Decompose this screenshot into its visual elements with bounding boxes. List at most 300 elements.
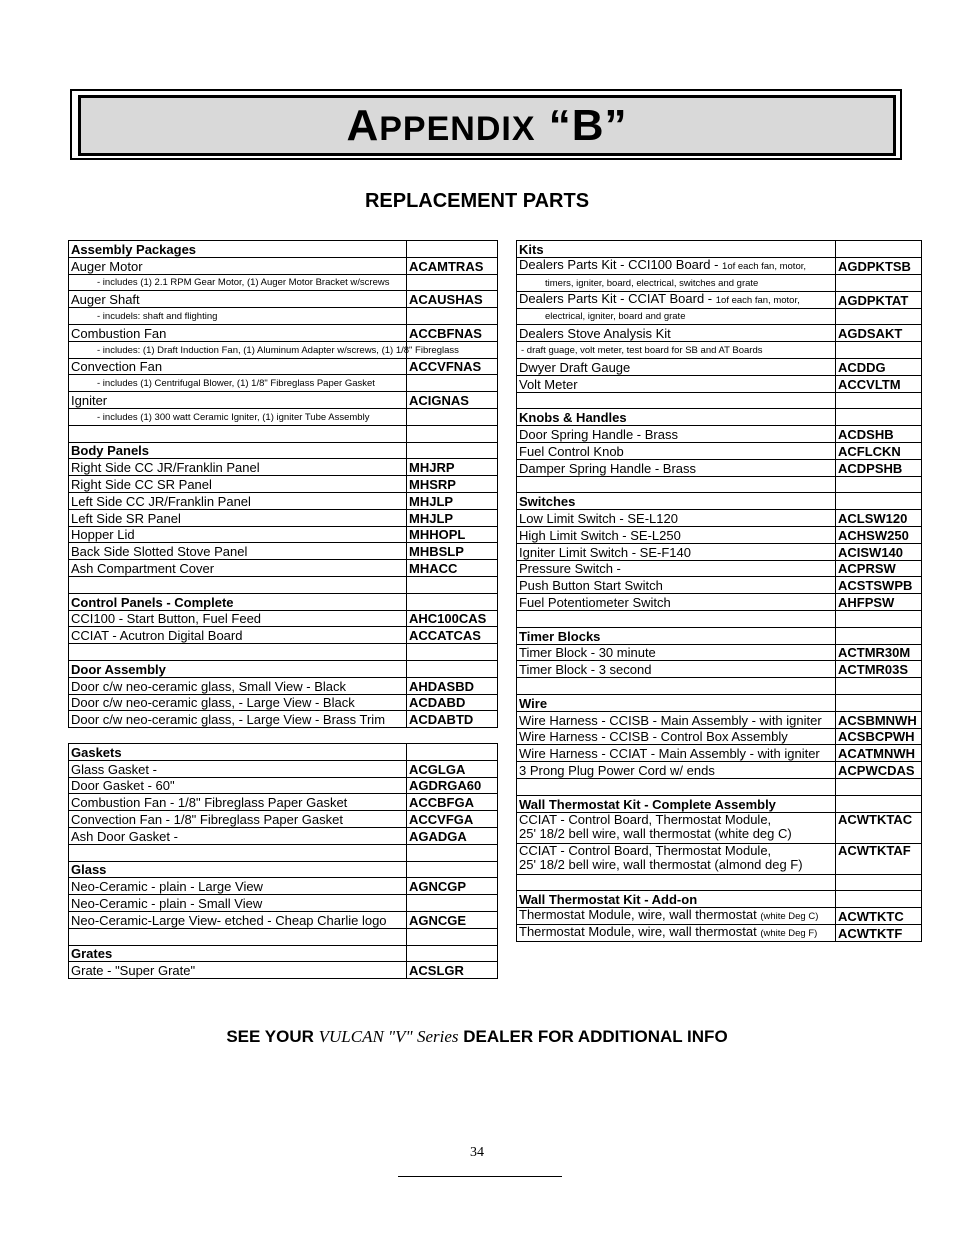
- part-code: [407, 375, 498, 392]
- part-code: [407, 442, 498, 459]
- page-number-rule: [398, 1176, 562, 1177]
- part-code: [836, 392, 922, 409]
- part-description-text: Left Side CC JR/Franklin Panel: [71, 493, 251, 509]
- spacer-row: [517, 678, 922, 695]
- part-code: MHSRP: [407, 476, 498, 493]
- part-description-text: Hopper Lid: [71, 527, 135, 543]
- table-row: [69, 291, 498, 308]
- part-description: [517, 661, 836, 678]
- part-description-text: Fuel Control Knob: [519, 443, 624, 459]
- title-frame: [78, 95, 896, 156]
- part-code: ACWTKTF: [836, 925, 922, 942]
- part-description: [517, 678, 836, 695]
- part-description-text: Low Limit Switch - SE-L120: [519, 510, 678, 526]
- part-code: ACWTKTAF: [836, 843, 922, 874]
- part-description: [69, 962, 407, 979]
- part-code: AHC100CAS: [407, 610, 498, 627]
- section-header-row: [517, 409, 922, 426]
- part-description-text: Wire Harness - CCISB - Control Box Assembly: [519, 729, 788, 745]
- part-description-text: Pressure Switch -: [519, 561, 621, 577]
- part-description-text: Door c/w neo-ceramic glass, - Large View - Brass Trim: [71, 712, 386, 728]
- part-description: [517, 257, 836, 274]
- table-row: [69, 324, 498, 341]
- spacer-row: [517, 610, 922, 627]
- table-row: [517, 358, 922, 375]
- table-row: [517, 812, 922, 843]
- part-description: [69, 911, 407, 928]
- part-description-text: Knobs & Handles: [519, 410, 627, 426]
- table-row: [69, 911, 498, 928]
- table-row: [69, 878, 498, 895]
- part-description: [517, 325, 836, 342]
- part-code: ACIGNAS: [407, 392, 498, 409]
- part-description: [69, 660, 407, 677]
- part-description-text: Dealers Parts Kit - CCI100 Board -: [519, 256, 723, 272]
- part-description: [517, 392, 836, 409]
- table-row: [517, 594, 922, 611]
- part-code: [836, 409, 922, 426]
- part-code: [407, 425, 498, 442]
- part-code: [407, 593, 498, 610]
- part-code: ACSTSWPB: [836, 577, 922, 594]
- part-description: [69, 711, 407, 728]
- part-description-text: Right Side CC SR Panel: [71, 476, 212, 492]
- part-code: ACTMR03S: [836, 661, 922, 678]
- section-header-row: [517, 627, 922, 644]
- table-row: [69, 560, 498, 577]
- part-code: ACDPSHB: [836, 459, 922, 476]
- part-description-text: Neo-Ceramic-Large View- etched - Cheap Charlie logo: [71, 912, 387, 928]
- table-row: [69, 459, 498, 476]
- table-row: [517, 711, 922, 728]
- part-code: [407, 844, 498, 861]
- section-header-row: [69, 945, 498, 962]
- part-description: [517, 510, 836, 527]
- part-description-text: - draft guage, volt meter, test board for SB and AT Boards: [521, 344, 763, 356]
- part-description: [69, 777, 407, 794]
- part-description: [517, 358, 836, 375]
- part-code: AGDRGA60: [407, 777, 498, 794]
- part-description-text: Control Panels - Complete: [71, 594, 234, 610]
- part-description: [69, 861, 407, 878]
- part-description: [517, 874, 836, 891]
- part-description-text: Gaskets: [71, 744, 122, 760]
- table-row: [69, 392, 498, 409]
- part-description: [69, 308, 407, 325]
- table-row: [69, 895, 498, 912]
- part-code: [836, 493, 922, 510]
- part-description-text: Door c/w neo-ceramic glass, Small View - Black: [71, 678, 347, 694]
- section-header-row: [69, 593, 498, 610]
- table-row: [517, 274, 922, 291]
- part-code: ACTMR30M: [836, 644, 922, 661]
- part-description: [517, 762, 836, 779]
- part-description-text: Body Panels: [71, 443, 150, 459]
- part-description-text: Neo-Ceramic - plain - Large View: [71, 879, 263, 895]
- part-code: ACWTKTAC: [836, 812, 922, 843]
- table-row: [517, 661, 922, 678]
- part-description: [69, 576, 407, 593]
- table-row: [69, 627, 498, 644]
- part-code: MHBSLP: [407, 543, 498, 560]
- part-description: [517, 526, 836, 543]
- table-row: [69, 777, 498, 794]
- part-code: ACDDG: [836, 358, 922, 375]
- part-code: ACCBFGA: [407, 794, 498, 811]
- part-description: [517, 627, 836, 644]
- part-code: [407, 241, 498, 258]
- part-code: ACFLCKN: [836, 442, 922, 459]
- parts-table-right: [516, 240, 922, 942]
- part-description-text: Wire: [519, 695, 548, 711]
- spacer-row: [517, 392, 922, 409]
- part-description-small: 1of each fan, motor,: [715, 294, 800, 306]
- part-description: [517, 728, 836, 745]
- part-description-text: Back Side Slotted Stove Panel: [71, 544, 248, 560]
- part-code: MHJRP: [407, 459, 498, 476]
- part-description-text: Push Button Start Switch: [519, 578, 663, 594]
- part-description-text: Fuel Potentiometer Switch: [519, 594, 671, 610]
- part-description-text: Timer Block - 30 minute: [519, 645, 656, 661]
- part-description: [517, 426, 836, 443]
- part-code: MHACC: [407, 560, 498, 577]
- part-description: [517, 925, 836, 942]
- part-description-text: High Limit Switch - SE-L250: [519, 527, 681, 543]
- part-code: ACDABTD: [407, 711, 498, 728]
- part-description-text: Auger Shaft: [71, 292, 140, 308]
- part-code: ACLSW120: [836, 510, 922, 527]
- part-code: AGADGA: [407, 827, 498, 844]
- part-description: [69, 526, 407, 543]
- part-code: AHFPSW: [836, 594, 922, 611]
- part-description: [517, 375, 836, 392]
- part-description: [517, 694, 836, 711]
- part-description-text: - includes (1) 300 watt Ceramic Igniter, (1) igniter Tube Assembly: [97, 411, 370, 423]
- part-description-text: Ash Door Gasket -: [71, 828, 178, 844]
- part-description: [69, 425, 407, 442]
- table-row: [517, 257, 922, 274]
- part-description-text: CCIAT - Acutron Digital Board: [71, 628, 243, 644]
- part-description: [69, 878, 407, 895]
- part-description-text: Glass: [71, 862, 107, 878]
- part-code: ACAUSHAS: [407, 291, 498, 308]
- part-code: ACAMTRAS: [407, 257, 498, 274]
- part-description-text: Timer Block - 3 second: [519, 662, 652, 678]
- table-row: [69, 358, 498, 375]
- dealer-note-after: DEALER FOR ADDITIONAL INFO: [458, 1027, 728, 1046]
- part-code: [836, 274, 922, 291]
- table-row: [517, 925, 922, 942]
- part-description: [517, 409, 836, 426]
- part-description-text: Door c/w neo-ceramic glass, - Large View - Black: [71, 695, 355, 711]
- part-description: [517, 476, 836, 493]
- table-row: [517, 342, 922, 359]
- table-row: [69, 694, 498, 711]
- part-code: [836, 694, 922, 711]
- table-row: [69, 375, 498, 392]
- section-header-row: [69, 744, 498, 761]
- spacer-row: [69, 425, 498, 442]
- page-title: [346, 101, 627, 151]
- table-row: [517, 762, 922, 779]
- part-description-text: CCIAT - Control Board, Thermostat Module,: [519, 811, 772, 827]
- part-description: [517, 908, 836, 925]
- table-row: [69, 711, 498, 728]
- table-row: [69, 962, 498, 979]
- spacer-row: [69, 644, 498, 661]
- part-code: [836, 610, 922, 627]
- part-description-text: Timer Blocks: [519, 628, 601, 644]
- part-description: [517, 577, 836, 594]
- part-description-text: - includes: (1) Draft Induction Fan, (1) Aluminum Adapter w/screws, (1) 1/8" Fibreglass: [97, 344, 459, 356]
- part-description: [517, 291, 836, 308]
- part-description: [517, 459, 836, 476]
- part-description-text: Combustion Fan - 1/8" Fibreglass Paper Gasket: [71, 795, 348, 811]
- table-row: [69, 274, 498, 291]
- table-row: [69, 257, 498, 274]
- table-row: [69, 408, 498, 425]
- part-description-text: Right Side CC JR/Franklin Panel: [71, 460, 260, 476]
- brand-name: VULCAN "V" Series: [318, 1027, 459, 1046]
- part-description: [69, 476, 407, 493]
- part-description: [517, 610, 836, 627]
- table-row: [69, 543, 498, 560]
- section-title: REPLACEMENT PARTS: [364, 190, 590, 212]
- part-description-text: Wall Thermostat Kit - Add-on: [519, 892, 698, 908]
- part-description: [69, 442, 407, 459]
- part-description-line2: 25' 18/2 bell wire, wall thermostat (almond deg F): [519, 856, 803, 872]
- table-row: [517, 745, 922, 762]
- part-description: [517, 745, 836, 762]
- part-description: [69, 492, 407, 509]
- part-description-text: Kits: [519, 241, 544, 257]
- part-code: [836, 795, 922, 812]
- part-code: ACDSHB: [836, 426, 922, 443]
- part-description-text: Thermostat Module, wire, wall thermostat: [519, 924, 761, 940]
- part-code: ACATMNWH: [836, 745, 922, 762]
- part-description-text: Wire Harness - CCISB - Main Assembly - with igniter: [519, 712, 822, 728]
- section-header-row: [517, 241, 922, 258]
- table-row: [69, 794, 498, 811]
- part-code: AGDPKTSB: [836, 257, 922, 274]
- part-code: ACSLGR: [407, 962, 498, 979]
- part-code: [407, 945, 498, 962]
- part-description: [69, 341, 459, 358]
- part-code: MHJLP: [407, 509, 498, 526]
- spacer-row: [517, 874, 922, 891]
- part-description: [69, 760, 407, 777]
- part-description-text: Dwyer Draft Gauge: [519, 359, 631, 375]
- table-row: [517, 442, 922, 459]
- part-code: [836, 891, 922, 908]
- parts-table-left-top: [68, 240, 498, 728]
- part-description: [69, 257, 407, 274]
- table-row: [517, 459, 922, 476]
- spacer-row: [517, 476, 922, 493]
- table-row: [69, 677, 498, 694]
- table-row: [69, 827, 498, 844]
- table-row: [517, 560, 922, 577]
- part-description: [69, 677, 407, 694]
- part-code: AGDPKTAT: [836, 291, 922, 308]
- part-description: [69, 560, 407, 577]
- part-code: ACISW140: [836, 543, 922, 560]
- part-code: ACCBFNAS: [407, 324, 498, 341]
- part-description: [517, 442, 836, 459]
- table-row: [517, 543, 922, 560]
- table-row: [69, 610, 498, 627]
- part-code: ACCVFNAS: [407, 358, 498, 375]
- table-row: [517, 325, 922, 342]
- table-row: [69, 476, 498, 493]
- part-code: [407, 308, 498, 325]
- section-header-row: [69, 442, 498, 459]
- part-code: [836, 241, 922, 258]
- part-description: [517, 843, 836, 874]
- part-code: [407, 928, 498, 945]
- part-description: [69, 509, 407, 526]
- part-description-small: 1of each fan, motor,: [722, 260, 807, 272]
- section-header-row: [69, 861, 498, 878]
- part-description-text: - incudels: shaft and flighting: [97, 310, 218, 322]
- section-header-row: [517, 493, 922, 510]
- part-description-text: Auger Motor: [71, 258, 143, 274]
- part-code: ACSBMNWH: [836, 711, 922, 728]
- part-description-text: Left Side SR Panel: [71, 510, 181, 526]
- part-description: [69, 844, 407, 861]
- part-description: [69, 827, 407, 844]
- part-code: ACWTKTC: [836, 908, 922, 925]
- table-row: [69, 811, 498, 828]
- table-row: [69, 308, 498, 325]
- part-code: [836, 627, 922, 644]
- spacer-row: [69, 928, 498, 945]
- part-description: [69, 459, 407, 476]
- table-row: [517, 908, 922, 925]
- section-header-row: [69, 241, 498, 258]
- part-description: [69, 324, 407, 341]
- part-description-text: Convection Fan - 1/8" Fibreglass Paper Gasket: [71, 811, 343, 827]
- part-description: [517, 493, 836, 510]
- table-row: [69, 526, 498, 543]
- part-code: [836, 778, 922, 795]
- part-description-text: - includes (1) 2.1 RPM Gear Motor, (1) Auger Motor Bracket w/screws: [97, 277, 390, 289]
- table-row: [69, 509, 498, 526]
- part-description: [517, 560, 836, 577]
- spacer-row: [517, 778, 922, 795]
- table-row: [517, 644, 922, 661]
- section-header-row: [517, 891, 922, 908]
- part-code: AGNCGE: [407, 911, 498, 928]
- part-description: [517, 241, 836, 258]
- part-code: [836, 342, 922, 359]
- title-letter: “B”: [548, 100, 628, 150]
- part-description: [69, 291, 407, 308]
- table-row: [69, 492, 498, 509]
- part-description-text: electrical, igniter, board and grate: [545, 311, 686, 323]
- part-code: [407, 576, 498, 593]
- dealer-note: [0, 1027, 954, 1047]
- section-header-row: [69, 660, 498, 677]
- part-description-text: Dealers Stove Analysis Kit: [519, 326, 671, 342]
- part-description-text: Dealers Parts Kit - CCIAT Board -: [519, 290, 716, 306]
- part-code: [407, 895, 498, 912]
- part-description: [69, 895, 407, 912]
- part-code: AHDASBD: [407, 677, 498, 694]
- part-code: MHHOPL: [407, 526, 498, 543]
- part-code: [407, 274, 498, 291]
- part-description: [517, 274, 836, 291]
- part-description-text: Igniter Limit Switch - SE-F140: [519, 544, 691, 560]
- part-description-text: Thermostat Module, wire, wall thermostat: [519, 907, 761, 923]
- part-code: [836, 678, 922, 695]
- part-description: [69, 610, 407, 627]
- part-description-text: Damper Spring Handle - Brass: [519, 460, 697, 476]
- part-code: [836, 874, 922, 891]
- part-description: [517, 711, 836, 728]
- table-row: [69, 760, 498, 777]
- part-description-text: Neo-Ceramic - plain - Small View: [71, 895, 263, 911]
- table-row: [517, 375, 922, 392]
- part-code: [407, 861, 498, 878]
- part-description: [69, 408, 407, 425]
- title-initial: A: [346, 100, 380, 150]
- part-code: MHJLP: [407, 492, 498, 509]
- part-description-line2: 25' 18/2 bell wire, wall thermostat (white deg C): [519, 825, 792, 841]
- part-description: [517, 543, 836, 560]
- part-description: [517, 594, 836, 611]
- parts-table-left-bottom: [68, 743, 498, 979]
- table-row: [517, 510, 922, 527]
- part-code: ACCATCAS: [407, 627, 498, 644]
- part-code: [836, 308, 922, 325]
- part-description-text: Convection Fan: [71, 359, 163, 375]
- part-description-text: CCIAT - Control Board, Thermostat Module,: [519, 842, 772, 858]
- part-description: [69, 543, 407, 560]
- part-description: [69, 928, 407, 945]
- table-row: [517, 291, 922, 308]
- page-number: 34: [470, 1145, 484, 1160]
- part-description-text: - includes (1) Centrifugal Blower, (1) 1/8" Fibreglass Paper Gasket: [97, 378, 375, 390]
- part-code: ACDABD: [407, 694, 498, 711]
- part-description-text: Switches: [519, 494, 576, 510]
- part-description: [517, 342, 836, 359]
- part-description: [517, 795, 836, 812]
- part-code: [407, 644, 498, 661]
- part-description: [517, 812, 836, 843]
- part-description: [69, 794, 407, 811]
- part-code: [407, 408, 498, 425]
- part-description-text: CCI100 - Start Button, Fuel Feed: [71, 611, 262, 627]
- part-description-text: Door Spring Handle - Brass: [519, 426, 678, 442]
- part-description: [69, 744, 407, 761]
- part-description: [517, 891, 836, 908]
- part-description-text: Combustion Fan: [71, 325, 167, 341]
- part-description-text: Grate - "Super Grate": [71, 963, 196, 979]
- table-row: [517, 728, 922, 745]
- part-description: [69, 241, 407, 258]
- part-description: [69, 593, 407, 610]
- part-description-text: 3 Prong Plug Power Cord w/ ends: [519, 762, 715, 778]
- title-rest: PPENDIX: [379, 109, 536, 148]
- part-description: [517, 644, 836, 661]
- table-row: [517, 308, 922, 325]
- part-code: [836, 476, 922, 493]
- part-description: [69, 358, 407, 375]
- part-description: [517, 778, 836, 795]
- part-description: [69, 811, 407, 828]
- part-description: [69, 392, 407, 409]
